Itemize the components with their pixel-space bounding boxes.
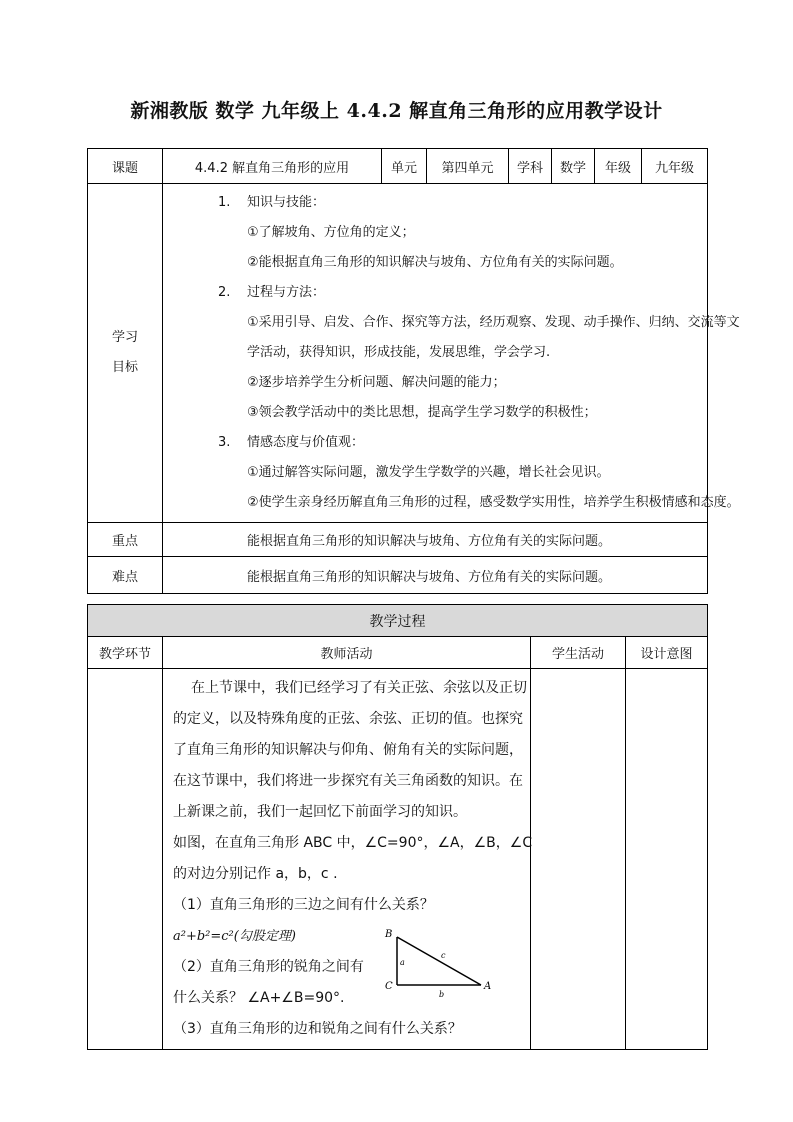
teacher-line: 上新课之前，我们一起回忆下前面学习的知识。 [173,804,467,820]
document-title: 新湘教版 数学 九年级上 4.4.2 解直角三角形的应用教学设计 [130,100,663,122]
teaching-process-table [87,604,708,1050]
goal-section-1-title: 知识与技能： [247,195,326,210]
teacher-activity-cell [163,669,531,1050]
goal-section-3-title: 情感态度与价值观： [247,435,365,450]
side-a-label: a [400,958,405,967]
goal-item: 学活动，获得知识，形成技能，发展思维，学会学习. [247,345,551,360]
teacher-line: 了直角三角形的知识解决与仰角、俯角有关的实际问题， [173,742,523,758]
figure-block [173,921,522,1014]
goal-item: ②逐步培养学生分析问题、解决问题的能力； [247,375,506,390]
teacher-line: （2）直角三角形的锐角之间有 [173,959,364,975]
goal-item: ①了解坡角、方位角的定义； [247,225,415,240]
teacher-line: 的对边分别记作 a，b，c . [173,866,338,882]
course-label: 课题 [88,149,163,184]
student-activity-cell [531,669,626,1050]
subject-value: 数学 [552,149,595,184]
difficulty-row [88,557,708,594]
side-b-label: b [439,990,445,999]
course-value: 4.4.2 解直角三角形的应用 [163,149,382,184]
col-intent: 设计意图 [626,637,708,669]
goal-section-3 [163,428,707,458]
key-row [88,523,708,557]
process-content-row [88,669,708,1050]
teacher-line: 如图，在直角三角形 ABC 中，∠C=90°，∠A，∠B，∠C [173,835,533,851]
key-label: 重点 [88,523,163,557]
grade-value: 九年级 [642,149,708,184]
pythagoras-formula: a²+b²=c²(勾股定理) [173,929,296,944]
vertex-b-label: B [385,929,393,940]
teacher-line: （1）直角三角形的三边之间有什么关系？ [173,897,434,913]
goal-item: ①通过解答实际问题，激发学生学数学的兴趣，增长社会见识。 [247,465,610,480]
goal-item: ③领会教学活动中的类比思想，提高学生学习数学的积极性； [247,405,597,420]
vertex-c-label: C [385,981,393,992]
goal-section-2 [163,278,707,308]
goal-item: ②使学生亲身经历解直角三角形的过程，感受数学实用性，培养学生积极情感和态度。 [247,495,740,510]
goals-label-2: 目标 [111,360,138,375]
header-row [88,149,708,184]
stage-cell [88,669,163,1050]
difficulty-text: 能根据直角三角形的知识解决与坡角、方位角有关的实际问题。 [163,557,708,594]
teacher-line: （3）直角三角形的边和锐角之间有什么关系？ [173,1021,462,1037]
col-stage: 教学环节 [88,637,163,669]
process-header-row [88,637,708,669]
goal-section-2-num: 2. [218,285,231,300]
lesson-info-table [87,148,740,594]
goals-row [88,184,708,523]
goal-item: ①采用引导、启发、合作、探究等方法，经历观察、发现、动手操作、归纳、交流等文 [247,315,740,330]
unit-value: 第四单元 [427,149,509,184]
col-teacher: 教师活动 [163,637,531,669]
key-text: 能根据直角三角形的知识解决与坡角、方位角有关的实际问题。 [163,523,708,557]
goals-content [163,184,740,523]
grade-label: 年级 [595,149,642,184]
goal-section-1-num: 1. [218,195,231,210]
side-c [397,937,481,985]
subject-label: 学科 [509,149,552,184]
difficulty-label: 难点 [88,557,163,594]
teacher-line: 什么关系？ ∠A+∠B=90°. [173,990,345,1006]
unit-label: 单元 [382,149,427,184]
goal-section-1 [163,188,707,218]
side-c-label: c [441,951,446,960]
vertex-a-label: A [484,981,492,992]
process-title: 教学过程 [88,605,708,637]
goals-label [88,184,163,523]
design-intent-cell [626,669,708,1050]
goal-section-3-num: 3. [218,435,231,450]
teacher-line: 在上节课中，我们已经学习了有关正弦、余弦以及正切 [191,680,527,696]
right-triangle-diagram [383,927,495,1003]
teacher-line: 在这节课中，我们将进一步探究有关三角函数的知识。在 [173,773,523,789]
process-title-row [88,605,708,637]
goals-label-1: 学习 [111,330,138,345]
goal-section-2-title: 过程与方法： [247,285,326,300]
col-student: 学生活动 [531,637,626,669]
goal-item: ②能根据直角三角形的知识解决与坡角、方位角有关的实际问题。 [247,255,623,270]
teacher-line: 的定义，以及特殊角度的正弦、余弦、正切的值。也探究 [173,711,523,727]
